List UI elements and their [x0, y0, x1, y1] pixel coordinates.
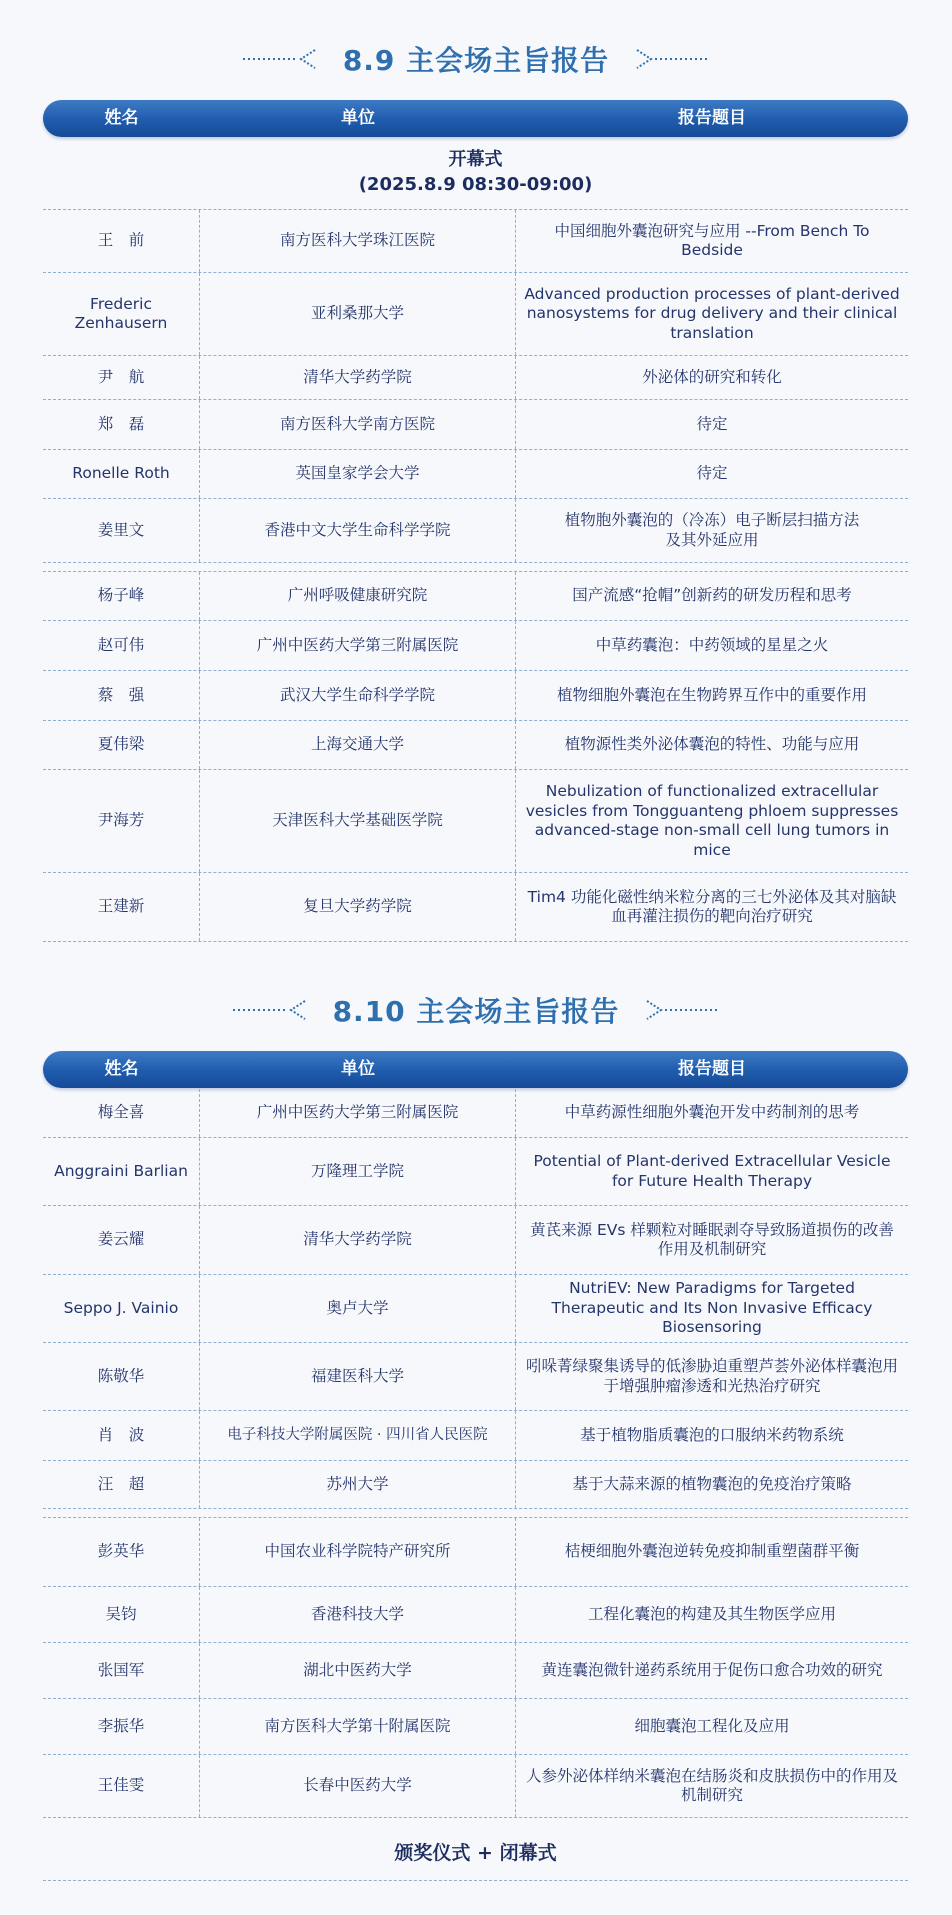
section1-table-header: [43, 100, 908, 137]
opening-ceremony: [43, 147, 908, 197]
speaker-name: 吴钧: [43, 1587, 200, 1642]
talk-topic: 吲哚菁绿聚集诱导的低渗胁迫重塑芦荟外泌体样囊泡用于增强肿瘤渗透和光热治疗研究: [525, 1357, 898, 1395]
speaker-unit: 香港科技大学: [200, 1587, 516, 1642]
talk-topic: Advanced production processes of plant-derived nanosystems for drug delivery and their clinical translation: [524, 284, 900, 342]
table-row: [43, 671, 908, 721]
talk-topic: Nebulization of functionalized extracellular vesicles from Tongguanteng phloem suppresses advanced-stage non-small cell lung tumors in mice: [525, 782, 899, 859]
header-unit: 单位: [341, 1059, 375, 1079]
header-topic: 报告题目: [678, 108, 746, 128]
talk-topic: 细胞囊泡工程化及应用: [634, 1716, 790, 1735]
speaker-unit: 福建医科大学: [200, 1343, 516, 1410]
speaker-name: 赵可伟: [43, 621, 200, 670]
speaker-name: 王佳雯: [43, 1755, 200, 1817]
table-row: [43, 1755, 908, 1818]
speaker-name: 姜里文: [43, 499, 200, 562]
speaker-name: 郑 磊: [43, 400, 200, 449]
speaker-name: 夏伟梁: [43, 721, 200, 769]
table-row: [43, 1206, 908, 1275]
speaker-unit: 万隆理工学院: [200, 1138, 516, 1205]
table-row: [43, 721, 908, 770]
speaker-name: 肖 波: [43, 1411, 200, 1460]
table-row: [43, 1275, 908, 1343]
speaker-name: 梅全喜: [43, 1089, 200, 1137]
left-arrow-decoration-icon: [231, 998, 311, 1022]
section2-table: [43, 1089, 908, 1818]
talk-topic: 人参外泌体样纳米囊泡在结肠炎和皮肤损伤中的作用及机制研究: [525, 1766, 898, 1804]
talk-topic: 工程化囊泡的构建及其生物医学应用: [587, 1604, 836, 1623]
table-row: [43, 356, 908, 400]
speaker-unit: 长春中医药大学: [200, 1755, 516, 1817]
talk-topic: 基于大蒜来源的植物囊泡的免疫治疗策略: [572, 1474, 852, 1493]
opening-time: (2025.8.9 08:30-09:00): [358, 174, 593, 195]
talk-topic: 中草药囊泡：中药领域的星星之火: [595, 635, 829, 654]
speaker-unit: 苏州大学: [200, 1461, 516, 1508]
speaker-unit: 清华大学药学院: [200, 1206, 516, 1274]
table-row: [43, 1343, 908, 1411]
section2-title: 8.10 主会场主旨报告: [332, 995, 620, 1028]
speaker-name: 彭英华: [43, 1518, 200, 1586]
speaker-unit: 广州中医药大学第三附属医院: [200, 621, 516, 670]
table-row: [43, 1518, 908, 1587]
section1-title: 8.9 主会场主旨报告: [342, 44, 610, 77]
speaker-unit: 亚利桑那大学: [200, 273, 516, 355]
table-row: [43, 499, 908, 563]
talk-topic: 植物胞外囊泡的（冷冻）电子断层扫描方法 及其外延应用: [564, 511, 860, 549]
talk-topic: Tim4 功能化磁性纳米粒分离的三七外泌体及其对脑缺血再灌注损伤的靶向治疗研究: [527, 887, 897, 925]
table-row: [43, 1699, 908, 1755]
table-row: [43, 1138, 908, 1206]
header-name: 姓名: [104, 108, 139, 128]
row-spacer: [43, 1509, 908, 1518]
speaker-unit: 天津医科大学基础医学院: [200, 770, 516, 872]
speaker-name: 尹 航: [43, 356, 200, 399]
table-row: [43, 621, 908, 671]
section1-title-bar: [0, 34, 952, 84]
table-row: [43, 1461, 908, 1509]
table-row: [43, 450, 908, 499]
speaker-name: 杨子峰: [43, 572, 200, 620]
header-topic: 报告题目: [678, 1059, 746, 1079]
speaker-unit: 南方医科大学南方医院: [200, 400, 516, 449]
speaker-name: 姜云耀: [43, 1206, 200, 1274]
left-arrow-decoration-icon: [241, 47, 321, 71]
talk-topic: 待定: [696, 414, 728, 433]
opening-title: 开幕式: [448, 149, 503, 170]
section2-table-header: [43, 1051, 908, 1088]
speaker-name: Anggraini Barlian: [43, 1138, 200, 1205]
speaker-name: Frederic Zenhausern: [43, 273, 200, 355]
section1-table: [43, 209, 908, 942]
speaker-unit: 中国农业科学院特产研究所: [200, 1518, 516, 1586]
talk-topic: 基于植物脂质囊泡的口服纳米药物系统: [580, 1425, 844, 1444]
speaker-unit: 武汉大学生命科学学院: [200, 671, 516, 720]
speaker-name: 蔡 强: [43, 671, 200, 720]
speaker-unit: 电子科技大学附属医院 · 四川省人民医院: [200, 1411, 516, 1460]
table-row: [43, 572, 908, 621]
speaker-unit: 广州呼吸健康研究院: [200, 572, 516, 620]
table-row: [43, 1089, 908, 1138]
row-spacer: [43, 563, 908, 572]
talk-topic: 黄芪来源 EVs 样颗粒对睡眠剥夺导致肠道损伤的改善作用及机制研究: [530, 1220, 894, 1258]
speaker-unit: 南方医科大学第十附属医院: [200, 1699, 516, 1754]
speaker-name: 汪 超: [43, 1461, 200, 1508]
speaker-name: 李振华: [43, 1699, 200, 1754]
closing-divider: [43, 1880, 908, 1881]
talk-topic: 黄连囊泡微针递药系统用于促伤口愈合功效的研究: [541, 1660, 883, 1679]
speaker-name: 陈敬华: [43, 1343, 200, 1410]
table-row: [43, 209, 908, 273]
header-name: 姓名: [104, 1059, 139, 1079]
talk-topic: 国产流感“抢帽”创新药的研发历程和思考: [572, 586, 852, 605]
speaker-name: Ronelle Roth: [43, 450, 200, 498]
speaker-unit: 广州中医药大学第三附属医院: [200, 1089, 516, 1137]
speaker-name: Seppo J. Vainio: [43, 1275, 200, 1342]
speaker-unit: 清华大学药学院: [200, 356, 516, 399]
talk-topic: 植物源性类外泌体囊泡的特性、功能与应用: [564, 735, 860, 754]
table-row: [43, 273, 908, 356]
speaker-unit: 香港中文大学生命科学学院: [200, 499, 516, 562]
closing-ceremony: 颁奖仪式 + 闭幕式: [394, 1842, 557, 1864]
talk-topic: 待定: [696, 464, 728, 483]
table-row: [43, 1643, 908, 1699]
table-row: [43, 873, 908, 942]
speaker-name: 王建新: [43, 873, 200, 941]
speaker-name: 王 前: [43, 210, 200, 272]
talk-topic: 桔梗细胞外囊泡逆转免疫抑制重塑菌群平衡: [564, 1542, 860, 1561]
talk-topic: 外泌体的研究和转化: [642, 367, 782, 386]
header-unit: 单位: [341, 108, 375, 128]
speaker-name: 尹海芳: [43, 770, 200, 872]
right-arrow-decoration-icon: [631, 47, 711, 71]
speaker-name: 张国军: [43, 1643, 200, 1698]
speaker-unit: 南方医科大学珠江医院: [200, 210, 516, 272]
table-row: [43, 1411, 908, 1461]
table-row: [43, 770, 908, 873]
section2-title-bar: [0, 985, 952, 1035]
table-row: [43, 1587, 908, 1643]
table-row: [43, 400, 908, 450]
speaker-unit: 上海交通大学: [200, 721, 516, 769]
speaker-unit: 奥卢大学: [200, 1275, 516, 1342]
speaker-unit: 湖北中医药大学: [200, 1643, 516, 1698]
right-arrow-decoration-icon: [641, 998, 721, 1022]
talk-topic: 中国细胞外囊泡研究与应用 --From Bench To Bedside: [554, 221, 870, 259]
talk-topic: Potential of Plant-derived Extracellular Vesicle for Future Health Therapy: [533, 1152, 891, 1190]
talk-topic: 植物细胞外囊泡在生物跨界互作中的重要作用: [556, 685, 867, 704]
speaker-unit: 英国皇家学会大学: [200, 450, 516, 498]
talk-topic: 中草药源性细胞外囊泡开发中药制剂的思考: [564, 1103, 860, 1122]
talk-topic: NutriEV: New Paradigms for Targeted Therapeutic and Its Non Invasive Efficacy Biosensoring: [551, 1279, 873, 1337]
speaker-unit: 复旦大学药学院: [200, 873, 516, 941]
